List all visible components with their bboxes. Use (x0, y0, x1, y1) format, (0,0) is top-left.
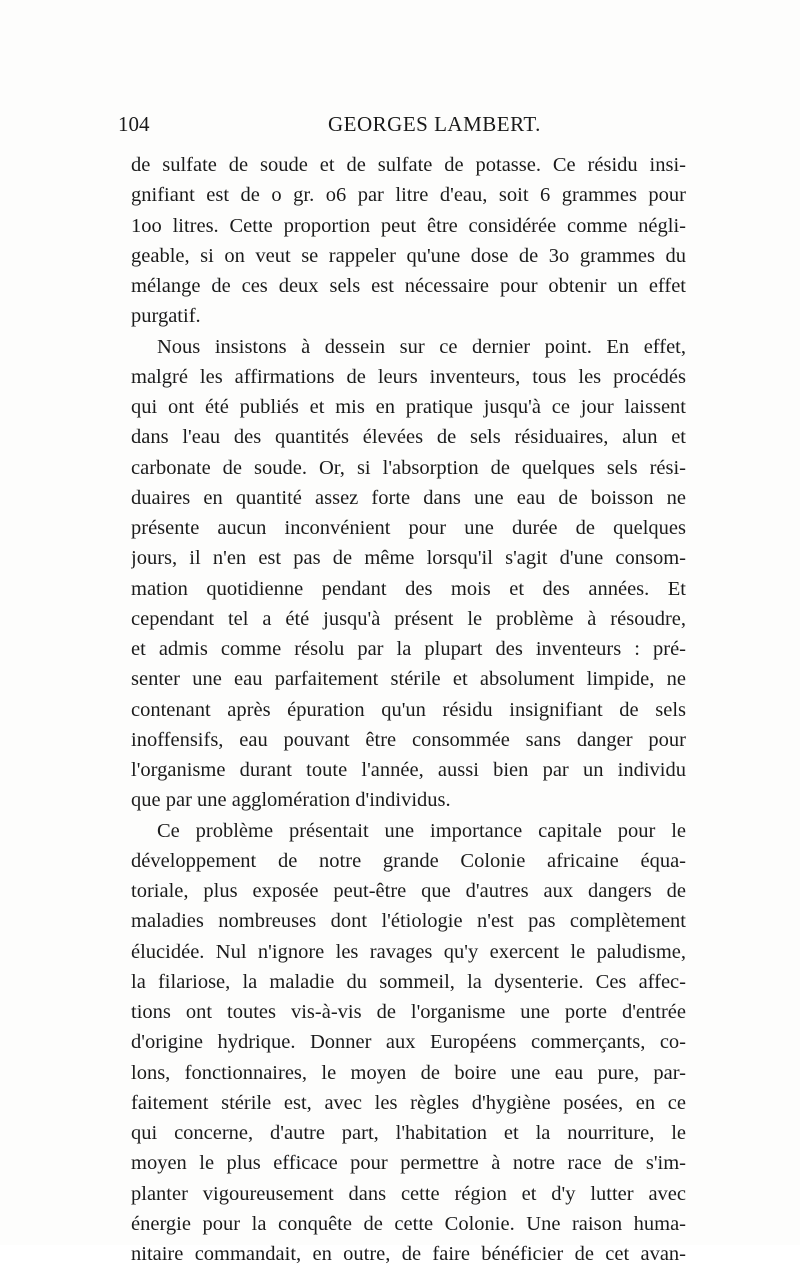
running-head: GEORGES LAMBERT. (328, 112, 541, 137)
text-line: carbonate de soude. Or, si l'absorption de quelques sels rési- (131, 453, 686, 483)
text-line: la filariose, la maladie du sommeil, la dysenterie. Ces affec- (131, 967, 686, 997)
text-line: toriale, plus exposée peut-être que d'autres aux dangers de (131, 876, 686, 906)
paragraph (131, 150, 686, 332)
text-line: duaires en quantité assez forte dans une eau de boisson ne (131, 483, 686, 513)
page-number: 104 (118, 112, 150, 137)
text-line: l'organisme durant toute l'année, aussi bien par un individu (131, 755, 686, 785)
text-line: nitaire commandait, en outre, de faire bénéficier de cet avan- (131, 1239, 686, 1269)
text-line: gnifiant est de o gr. o6 par litre d'eau, soit 6 grammes pour (131, 180, 686, 210)
text-line: que par une agglomération d'individus. (131, 785, 686, 815)
text-line: malgré les affirmations de leurs inventeurs, tous les procédés (131, 362, 686, 392)
page-header (118, 112, 638, 142)
text-line: qui concerne, d'autre part, l'habitation et la nourriture, le (131, 1118, 686, 1148)
text-line: planter vigoureusement dans cette région et d'y lutter avec (131, 1179, 686, 1209)
paragraph (131, 816, 686, 1269)
text-line: mation quotidienne pendant des mois et des années. Et (131, 574, 686, 604)
text-line: énergie pour la conquête de cette Colonie. Une raison huma- (131, 1209, 686, 1239)
text-line: Ce problème présentait une importance capitale pour le (131, 816, 686, 846)
paragraph (131, 332, 686, 816)
text-line: inoffensifs, eau pouvant être consommée sans danger pour (131, 725, 686, 755)
text-line: maladies nombreuses dont l'étiologie n'est pas complètement (131, 906, 686, 936)
text-line: mélange de ces deux sels est nécessaire pour obtenir un effet (131, 271, 686, 301)
text-line: élucidée. Nul n'ignore les ravages qu'y exercent le paludisme, (131, 937, 686, 967)
text-line: et admis comme résolu par la plupart des inventeurs : pré- (131, 634, 686, 664)
text-line: de sulfate de soude et de sulfate de potasse. Ce résidu insi- (131, 150, 686, 180)
text-line: développement de notre grande Colonie africaine équa- (131, 846, 686, 876)
text-line: tions ont toutes vis-à-vis de l'organisme une porte d'entrée (131, 997, 686, 1027)
text-line: dans l'eau des quantités élevées de sels résiduaires, alun et (131, 422, 686, 452)
text-line: jours, il n'en est pas de même lorsqu'il s'agit d'une consom- (131, 543, 686, 573)
body-text (131, 150, 686, 1269)
text-line: purgatif. (131, 301, 686, 331)
text-line: senter une eau parfaitement stérile et absolument limpide, ne (131, 664, 686, 694)
text-line: contenant après épuration qu'un résidu insignifiant de sels (131, 695, 686, 725)
text-line: présente aucun inconvénient pour une durée de quelques (131, 513, 686, 543)
text-line: lons, fonctionnaires, le moyen de boire une eau pure, par- (131, 1058, 686, 1088)
text-line: faitement stérile est, avec les règles d'hygiène posées, en ce (131, 1088, 686, 1118)
text-line: moyen le plus efficace pour permettre à notre race de s'im- (131, 1148, 686, 1178)
text-line: 1oo litres. Cette proportion peut être considérée comme négli- (131, 211, 686, 241)
text-line: Nous insistons à dessein sur ce dernier point. En effet, (131, 332, 686, 362)
text-line: qui ont été publiés et mis en pratique jusqu'à ce jour laissent (131, 392, 686, 422)
text-line: geable, si on veut se rappeler qu'une dose de 3o grammes du (131, 241, 686, 271)
text-line: d'origine hydrique. Donner aux Européens commerçants, co- (131, 1027, 686, 1057)
text-line: cependant tel a été jusqu'à présent le problème à résoudre, (131, 604, 686, 634)
